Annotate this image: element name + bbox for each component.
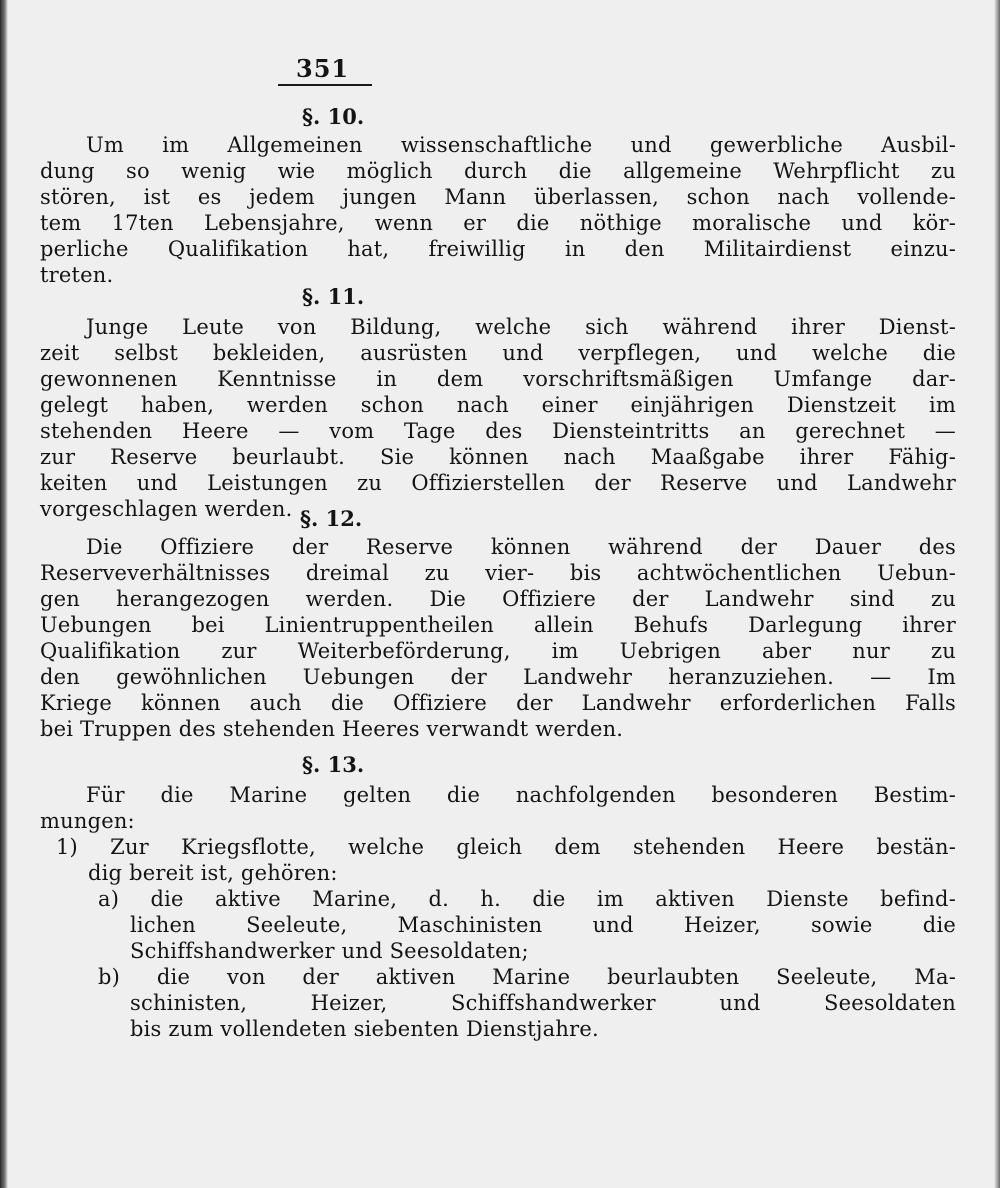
s13-item1-line-2: dig bereit ist, gehören: [88,861,338,885]
section-heading-13: §. 13. [302,752,365,777]
s11-line-8: vorgeschlagen werden. [40,497,293,521]
s11-line-3: gewonnenen Kenntnisse in dem vorschriftsmäßigen Umfange dar- [40,367,956,391]
s13-line-2: mungen: [40,809,135,833]
s13-item-b-line-2: schinisten, Heizer, Schiffshandwerker und Seesoldaten [130,991,956,1015]
s13-line-1: Für die Marine gelten die nachfolgenden besonderen Bestim- [86,783,956,807]
s13-item-a-line-2: lichen Seeleute, Maschinisten und Heizer, sowie die [130,913,956,937]
s11-line-6: zur Reserve beurlaubt. Sie können nach Maaßgabe ihrer Fähig- [40,445,956,469]
s12-line-8: bei Truppen des stehenden Heeres verwandt werden. [40,717,624,741]
s12-line-5: Qualifikation zur Weiterbeförderung, im Uebrigen aber nur zu [40,639,956,663]
s13-item-a-line-3: Schiffshandwerker und Seesoldaten; [130,939,529,963]
page-edge-right [994,0,1000,1188]
s12-line-3: gen herangezogen werden. Die Offiziere der Landwehr sind zu [40,587,956,611]
s10-line-5: perliche Qualifikation hat, freiwillig in den Militairdienst einzu- [40,237,956,261]
s12-line-6: den gewöhnlichen Uebungen der Landwehr heranzuziehen. — Im [40,665,956,689]
s10-line-6: treten. [40,263,114,287]
page-number: 351 [296,54,350,83]
s11-line-7: keiten und Leistungen zu Offizierstellen der Reserve und Landwehr [40,471,956,495]
section-heading-10: §. 10. [302,104,365,129]
s12-line-7: Kriege können auch die Offiziere der Landwehr erforderlichen Falls [40,691,956,715]
s10-line-2: dung so wenig wie möglich durch die allgemeine Wehrpflicht zu [40,159,956,183]
section-heading-11: §. 11. [302,284,365,309]
s13-item1-line-1: 1) Zur Kriegsflotte, welche gleich dem stehenden Heere bestän- [56,835,956,859]
s13-item-b-line-3: bis zum vollendeten siebenten Dienstjahre. [130,1017,599,1041]
s11-line-5: stehenden Heere — vom Tage des Diensteintritts an gerechnet — [40,419,956,443]
s13-item-a-line-1: a) die aktive Marine, d. h. die im aktiven Dienste befind- [98,887,956,911]
section-heading-12: §. 12. [300,506,363,531]
s11-line-1: Junge Leute von Bildung, welche sich während ihrer Dienst- [86,315,956,339]
s11-line-2: zeit selbst bekleiden, ausrüsten und verpflegen, und welche die [40,341,956,365]
bleed-through-texture [40,92,970,114]
page-edge-left [0,0,8,1188]
s10-line-3: stören, ist es jedem jungen Mann überlassen, schon nach vollende- [40,185,956,209]
s10-line-4: tem 17ten Lebensjahre, wenn er die nöthige moralische und kör- [40,211,956,235]
s12-line-2: Reserveverhältnisses dreimal zu vier- bis achtwöchentlichen Uebun- [40,561,956,585]
s12-line-1: Die Offiziere der Reserve können während der Dauer des [86,535,956,559]
s12-line-4: Uebungen bei Linientruppentheilen allein Behufs Darlegung ihrer [40,613,956,637]
s10-line-1: Um im Allgemeinen wissenschaftliche und gewerbliche Ausbil- [86,133,956,157]
s13-item-b-line-1: b) die von der aktiven Marine beurlaubten Seeleute, Ma- [98,965,956,989]
header-rule [278,84,372,86]
s11-line-4: gelegt haben, werden schon nach einer einjährigen Dienstzeit im [40,393,956,417]
